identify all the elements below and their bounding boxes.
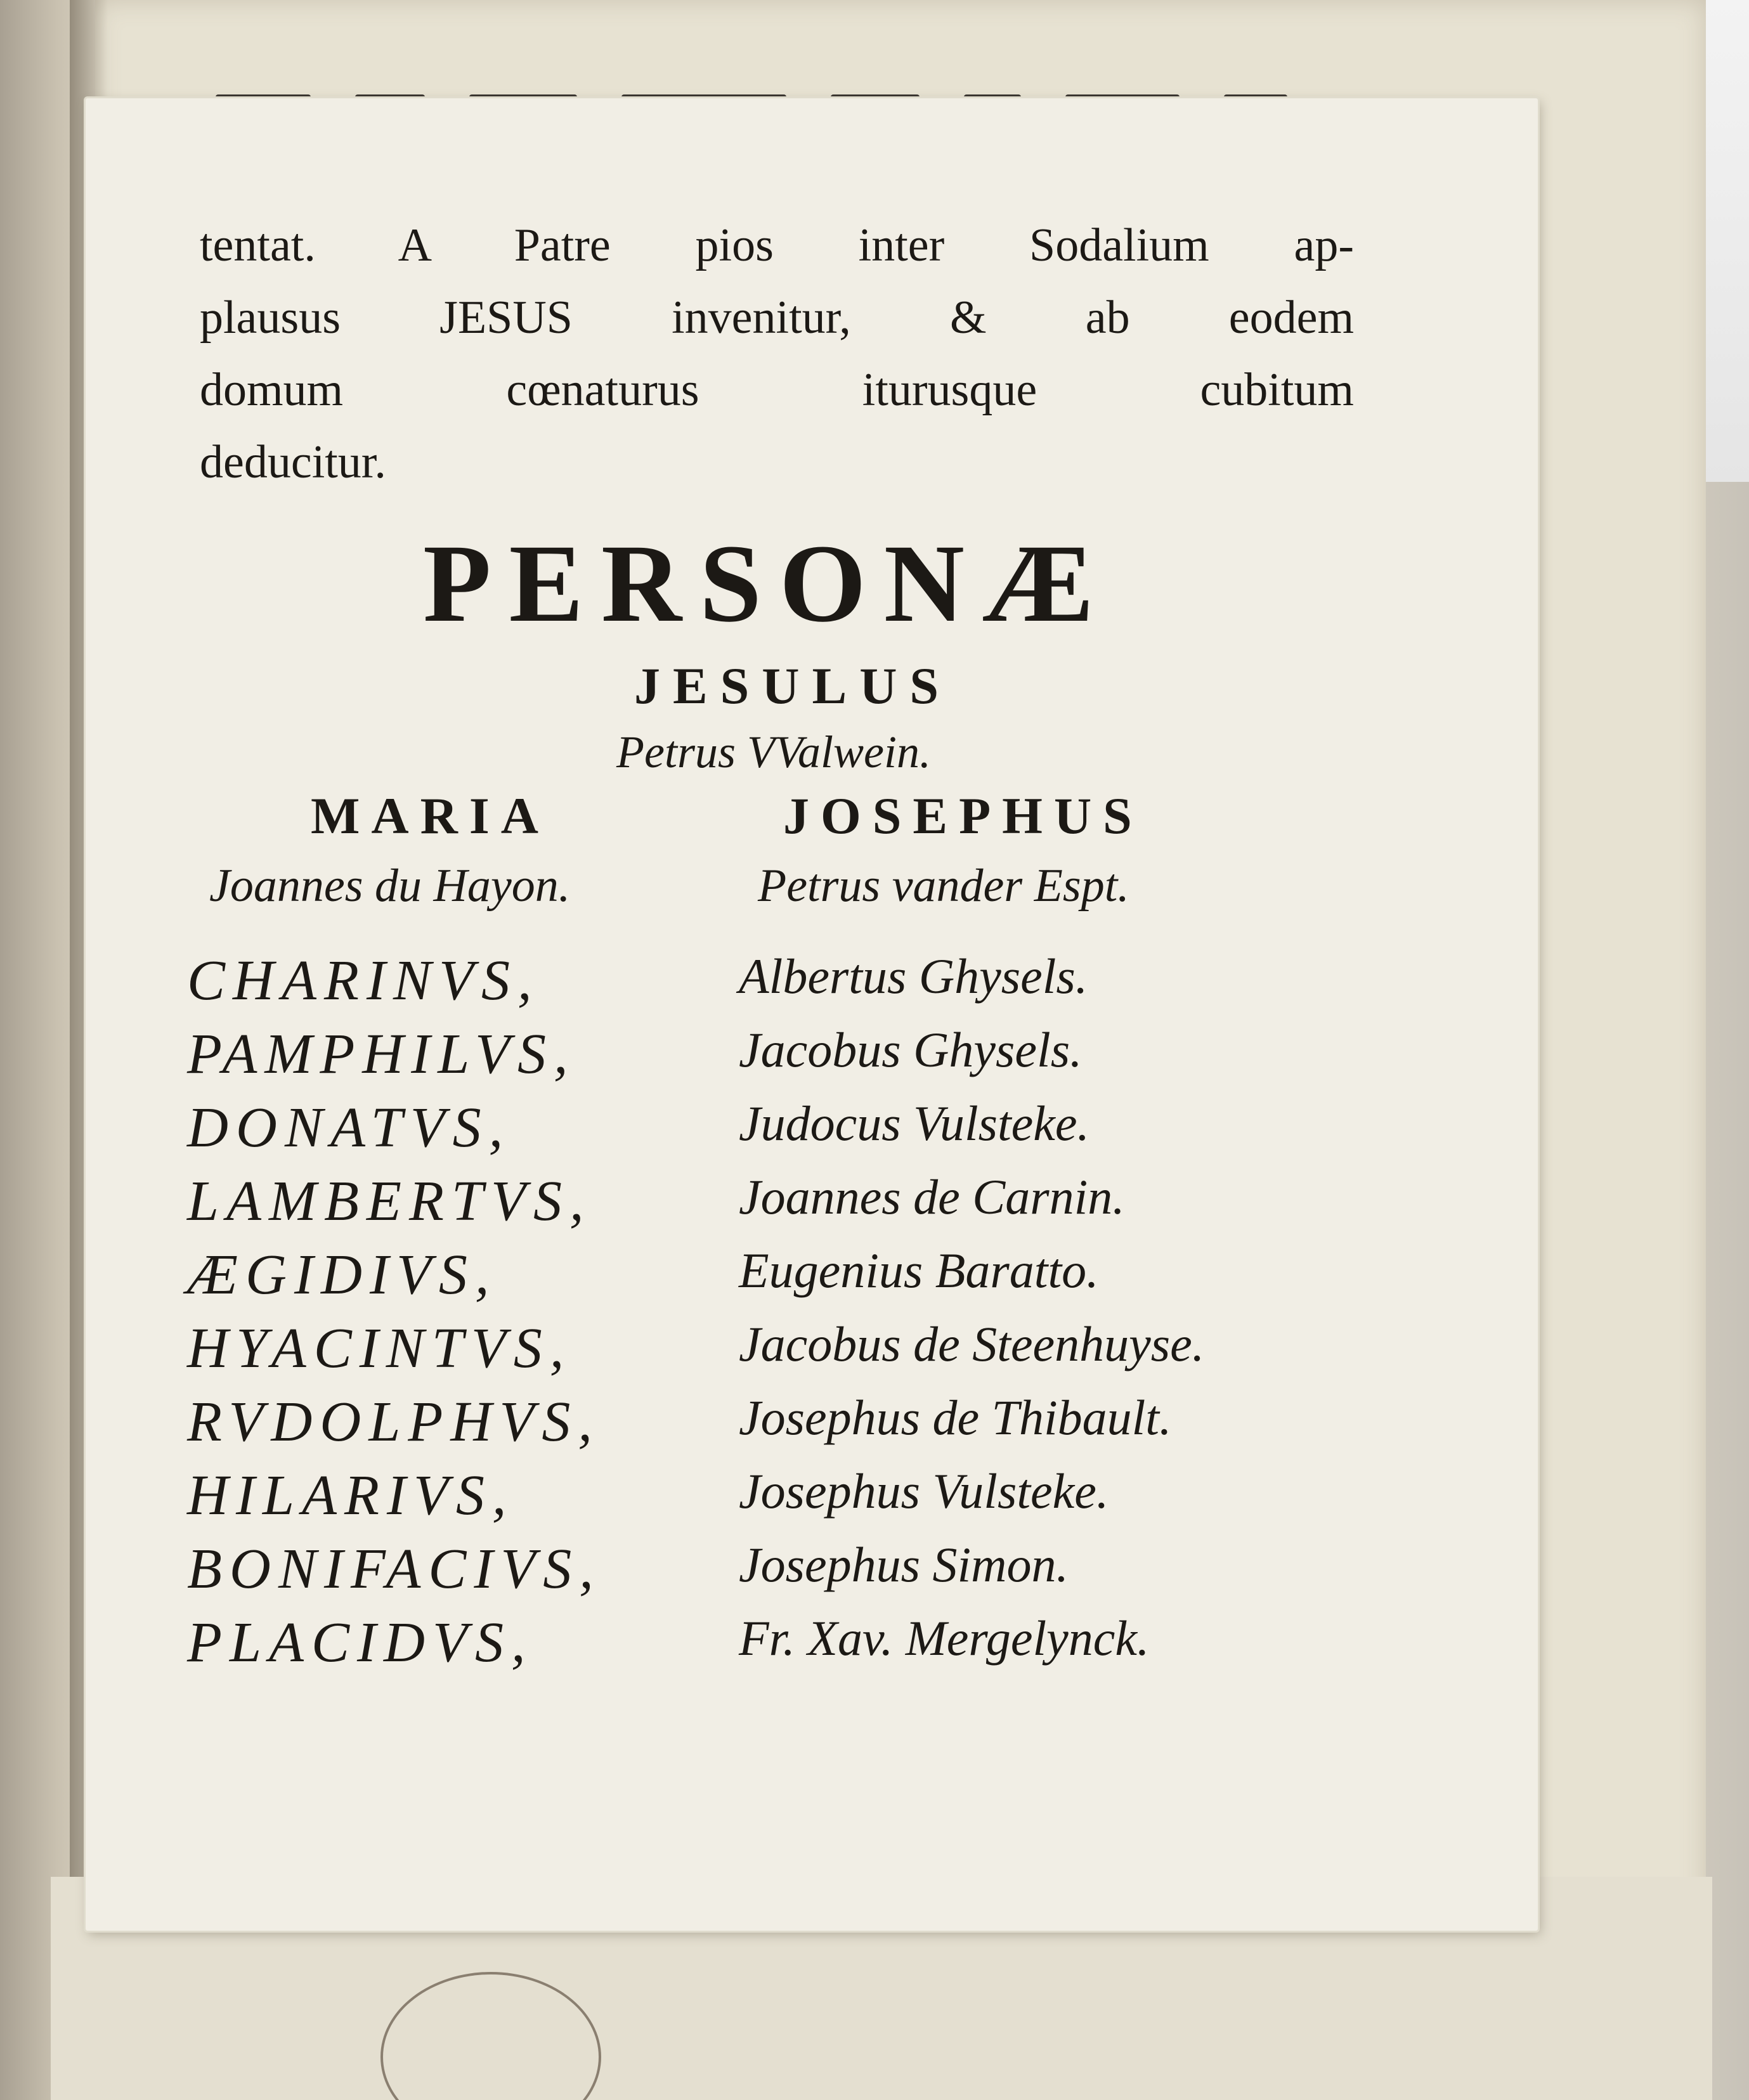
cast-row <box>86 1021 1538 1095</box>
paragraph-line: domum cœnaturus iturusque cubitum <box>200 364 1354 416</box>
cast-row <box>86 1169 1538 1242</box>
cast-row <box>86 1316 1538 1389</box>
cast-actor: Eugenius Baratto. <box>739 1243 1099 1298</box>
cast-role: CHARINVS, <box>187 949 540 1012</box>
pair-left-actor: Joannes du Hayon. <box>209 860 571 912</box>
paragraph-line: plausus JESUS invenitur, & ab eodem <box>200 292 1354 344</box>
pair-right-role: JOSEPHUS <box>783 787 1143 845</box>
pair-left-role: MARIA <box>311 787 550 845</box>
cast-role: BONIFACIVS, <box>187 1538 601 1600</box>
cast-row <box>86 1610 1538 1683</box>
book-page <box>86 98 1538 1931</box>
intro-paragraph <box>200 209 1354 498</box>
cast-row <box>86 1463 1538 1536</box>
cast-row <box>86 1389 1538 1463</box>
cast-actor: Albertus Ghysels. <box>739 949 1088 1004</box>
cast-actor: Jacobus Ghysels. <box>739 1022 1083 1077</box>
paragraph-line: tentat. A Patre pios inter Sodalium ap- <box>200 219 1354 271</box>
cast-row <box>86 948 1538 1021</box>
cast-row <box>86 1536 1538 1610</box>
cast-role: PLACIDVS, <box>187 1611 533 1674</box>
cast-actor: Fr. Xav. Mergelynck. <box>739 1611 1150 1666</box>
cast-role: DONATVS, <box>187 1096 511 1159</box>
lead-role: JESULUS <box>634 657 952 715</box>
cast-role: HILARIVS, <box>187 1464 514 1527</box>
cast-role: RVDOLPHVS, <box>187 1390 600 1453</box>
cast-actor: Joannes de Carnin. <box>739 1169 1125 1224</box>
cast-row <box>86 1242 1538 1316</box>
pair-right-actor: Petrus vander Espt. <box>758 860 1129 912</box>
cast-role: PAMPHILVS, <box>187 1023 576 1086</box>
cast-actor: Josephus Vulsteke. <box>739 1463 1109 1519</box>
cast-actor: Josephus de Thibault. <box>739 1390 1172 1445</box>
page-title: PERSONÆ <box>423 522 1112 645</box>
cast-role: HYACINTVS, <box>187 1317 572 1380</box>
paragraph-line: deducitur. <box>200 436 386 488</box>
cast-actor: Judocus Vulsteke. <box>739 1096 1090 1151</box>
page-text <box>86 98 1538 1931</box>
cast-role: LAMBERTVS, <box>187 1170 592 1233</box>
cast-actor: Josephus Simon. <box>739 1537 1069 1592</box>
cast-row <box>86 1095 1538 1169</box>
cast-role: ÆGIDIVS, <box>187 1243 497 1306</box>
lead-actor: Petrus VValwein. <box>616 727 931 777</box>
cast-actor: Jacobus de Steenhuyse. <box>739 1316 1205 1371</box>
